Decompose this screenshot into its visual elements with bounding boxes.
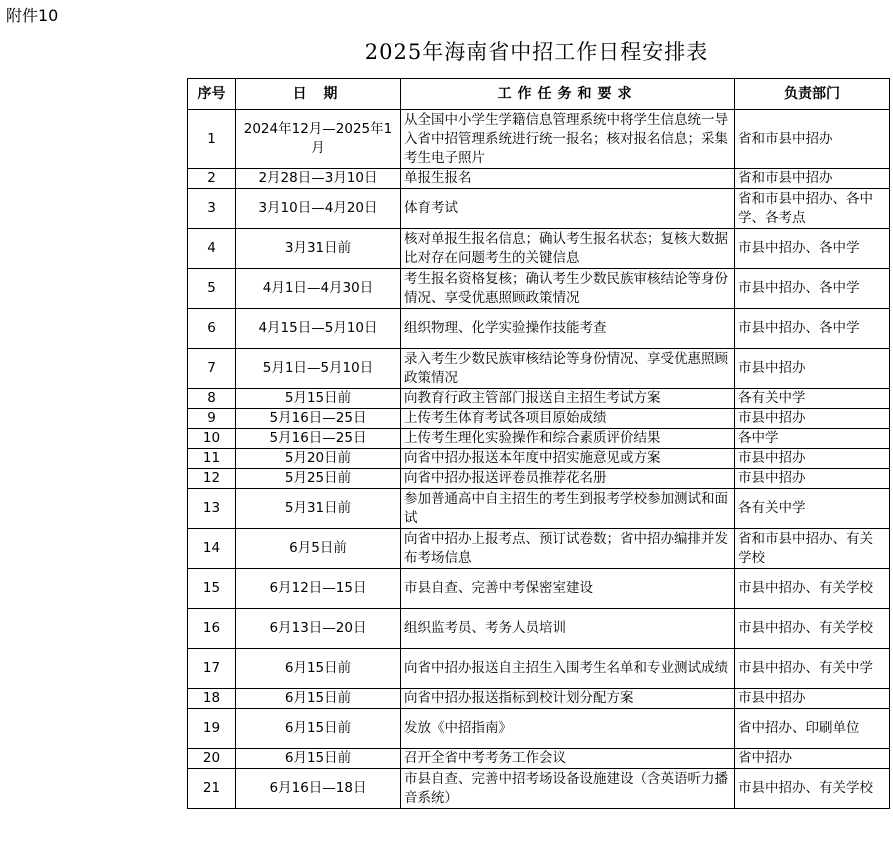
row-task: 上传考生体育考试各项目原始成绩: [401, 409, 735, 429]
row-dept: 省和市县中招办、各中学、各考点: [735, 189, 890, 229]
row-no: 14: [188, 529, 236, 569]
row-date: 6月15日前: [236, 689, 401, 709]
row-dept: 省中招办、印刷单位: [735, 709, 890, 749]
table-row: [188, 769, 890, 809]
row-dept: 市县中招办、有关学校: [735, 569, 890, 609]
table-row: [188, 409, 890, 429]
row-task: 向省中招办报送评卷员推荐花名册: [401, 469, 735, 489]
row-dept: 市县中招办: [735, 689, 890, 709]
table-row: [188, 649, 890, 689]
row-dept: 市县中招办: [735, 449, 890, 469]
row-dept: 省和市县中招办: [735, 169, 890, 189]
row-dept: 市县中招办: [735, 409, 890, 429]
row-date: 5月16日—25日: [236, 409, 401, 429]
row-task: 核对单报生报名信息；确认考生报名状态；复核大数据比对存在问题考生的关键信息: [401, 229, 735, 269]
row-no: 1: [188, 110, 236, 169]
header-dept: 负责部门: [735, 79, 890, 110]
schedule-table: [187, 78, 890, 809]
row-no: 12: [188, 469, 236, 489]
row-date: 3月10日—4月20日: [236, 189, 401, 229]
row-no: 10: [188, 429, 236, 449]
row-task: 市县自查、完善中招考场设备设施建设（含英语听力播音系统）: [401, 769, 735, 809]
row-dept: 各有关中学: [735, 389, 890, 409]
row-date: 5月16日—25日: [236, 429, 401, 449]
row-task: 市县自查、完善中考保密室建设: [401, 569, 735, 609]
row-no: 20: [188, 749, 236, 769]
table-row: [188, 609, 890, 649]
table-row: [188, 429, 890, 449]
table-row: [188, 529, 890, 569]
row-task: 参加普通高中自主招生的考生到报考学校参加测试和面试: [401, 489, 735, 529]
row-date: 5月20日前: [236, 449, 401, 469]
row-task: 向省中招办报送指标到校计划分配方案: [401, 689, 735, 709]
row-date: 6月12日—15日: [236, 569, 401, 609]
row-task: 录入考生少数民族审核结论等身份情况、享受优惠照顾政策情况: [401, 349, 735, 389]
table-row: [188, 110, 890, 169]
header-task: 工作任务和要求: [401, 79, 735, 110]
row-dept: 市县中招办、各中学: [735, 269, 890, 309]
row-task: 体育考试: [401, 189, 735, 229]
row-no: 7: [188, 349, 236, 389]
table-row: [188, 389, 890, 409]
table-header-row: [188, 79, 890, 110]
row-no: 9: [188, 409, 236, 429]
row-dept: 各有关中学: [735, 489, 890, 529]
row-no: 5: [188, 269, 236, 309]
row-task: 召开全省中考考务工作会议: [401, 749, 735, 769]
row-task: 向教育行政主管部门报送自主招生考试方案: [401, 389, 735, 409]
row-no: 4: [188, 229, 236, 269]
row-date: 4月1日—4月30日: [236, 269, 401, 309]
header-no: 序号: [188, 79, 236, 110]
row-dept: 市县中招办: [735, 349, 890, 389]
table-row: [188, 749, 890, 769]
row-task: 考生报名资格复核；确认考生少数民族审核结论等身份情况、享受优惠照顾政策情况: [401, 269, 735, 309]
row-date: 6月5日前: [236, 529, 401, 569]
table-row: [188, 449, 890, 469]
row-dept: 市县中招办、有关学校: [735, 769, 890, 809]
row-date: 6月16日—18日: [236, 769, 401, 809]
table-row: [188, 689, 890, 709]
table-row: [188, 489, 890, 529]
row-no: 11: [188, 449, 236, 469]
row-task: 向省中招办报送本年度中招实施意见或方案: [401, 449, 735, 469]
row-no: 17: [188, 649, 236, 689]
row-task: 发放《中招指南》: [401, 709, 735, 749]
table-row: [188, 309, 890, 349]
row-dept: 市县中招办、有关中学: [735, 649, 890, 689]
table-row: [188, 569, 890, 609]
row-task: 从全国中小学生学籍信息管理系统中将学生信息统一导入省中招管理系统进行统一报名；核对报名信息；采集考生电子照片: [401, 110, 735, 169]
row-date: 5月15日前: [236, 389, 401, 409]
row-date: 2月28日—3月10日: [236, 169, 401, 189]
table-row: [188, 709, 890, 749]
row-date: 5月1日—5月10日: [236, 349, 401, 389]
row-dept: 省中招办: [735, 749, 890, 769]
row-task: 向省中招办报送自主招生入围考生名单和专业测试成绩: [401, 649, 735, 689]
attachment-label: 附件10: [6, 6, 59, 25]
row-date: 4月15日—5月10日: [236, 309, 401, 349]
table-row: [188, 469, 890, 489]
table-row: [188, 189, 890, 229]
table-row: [188, 269, 890, 309]
row-dept: 各中学: [735, 429, 890, 449]
row-date: 6月15日前: [236, 749, 401, 769]
row-dept: 省和市县中招办: [735, 110, 890, 169]
row-task: 向省中招办上报考点、预订试卷数；省中招办编排并发布考场信息: [401, 529, 735, 569]
row-dept: 省和市县中招办、有关学校: [735, 529, 890, 569]
row-date: 5月31日前: [236, 489, 401, 529]
row-dept: 市县中招办、有关学校: [735, 609, 890, 649]
row-date: 6月13日—20日: [236, 609, 401, 649]
row-no: 15: [188, 569, 236, 609]
row-task: 上传考生理化实验操作和综合素质评价结果: [401, 429, 735, 449]
table-row: [188, 229, 890, 269]
row-dept: 市县中招办、各中学: [735, 229, 890, 269]
row-task: 组织监考员、考务人员培训: [401, 609, 735, 649]
row-no: 6: [188, 309, 236, 349]
row-task: 单报生报名: [401, 169, 735, 189]
row-no: 16: [188, 609, 236, 649]
row-dept: 市县中招办: [735, 469, 890, 489]
header-date: 日 期: [236, 79, 401, 110]
row-no: 8: [188, 389, 236, 409]
table-row: [188, 169, 890, 189]
row-dept: 市县中招办、各中学: [735, 309, 890, 349]
row-date: 3月31日前: [236, 229, 401, 269]
document-title: 2025年海南省中招工作日程安排表: [364, 40, 709, 64]
row-no: 13: [188, 489, 236, 529]
row-no: 3: [188, 189, 236, 229]
row-no: 19: [188, 709, 236, 749]
row-no: 21: [188, 769, 236, 809]
row-date: 5月25日前: [236, 469, 401, 489]
row-task: 组织物理、化学实验操作技能考查: [401, 309, 735, 349]
row-date: 6月15日前: [236, 709, 401, 749]
row-no: 18: [188, 689, 236, 709]
row-date: 6月15日前: [236, 649, 401, 689]
table-row: [188, 349, 890, 389]
row-no: 2: [188, 169, 236, 189]
row-date: 2024年12月—2025年1月: [236, 110, 401, 169]
